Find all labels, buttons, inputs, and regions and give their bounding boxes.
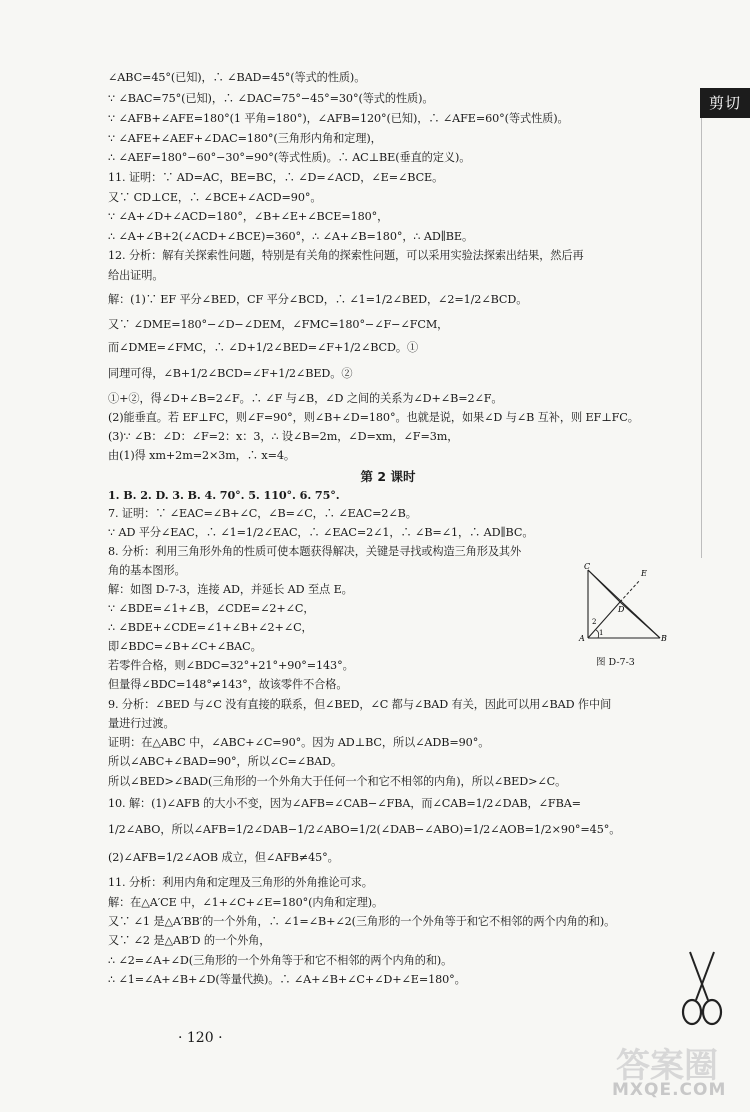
text-line: ①+②，得∠D+∠B=2∠F。∴ ∠F 与∠B，∠D 之间的关系为∠D+∠B=2∠F。: [108, 392, 503, 405]
text-line: 证明：在△ABC 中，∠ABC+∠C=90°。因为 AD⊥BC，所以∠ADB=90°。: [108, 736, 490, 749]
figure-caption: 图 D-7-3: [596, 657, 635, 668]
text-line: 给出证明。: [108, 269, 164, 282]
text-line: ∵ ∠BAC=75°(已知)，∴ ∠DAC=75°−45°=30°(等式的性质)。: [108, 92, 434, 105]
text-line: 所以∠ABC+∠BAD=90°，所以∠C=∠BAD。: [108, 755, 343, 768]
text-line: ∵ ∠BDE=∠1+∠B，∠CDE=∠2+∠C，: [108, 602, 315, 615]
text-line: 解：在△A′CE 中，∠1+∠C+∠E=180°(内角和定理)。: [108, 896, 384, 909]
answers-1-6: 1. B. 2. D. 3. B. 4. 70°. 5. 110°. 6. 75°.: [108, 488, 340, 502]
text-line: 同理可得，∠B+1/2∠BCD=∠F+1/2∠BED。②: [108, 367, 353, 380]
figure-label-d: D: [618, 605, 625, 614]
text-line: 解：(1)∵ EF 平分∠BED，CF 平分∠BCD，∴ ∠1=1/2∠BED，∠2=1/2∠BCD。: [108, 293, 528, 306]
text-line: 而∠DME=∠FMC，∴ ∠D+1/2∠BED=∠F+1/2∠BCD。①: [108, 341, 419, 354]
figure-line-db: [620, 602, 660, 638]
cut-tab: 剪切: [700, 88, 750, 118]
watermark-logo: 答案圈: [616, 1046, 718, 1086]
figure-label-b: B: [661, 634, 667, 643]
text-line: 量进行过渡。: [108, 717, 175, 730]
text-line: (3)∵ ∠B：∠D：∠F=2：x：3，∴ 设∠B=2m，∠D=xm，∠F=3m，: [108, 430, 459, 443]
figure-label-e: E: [641, 569, 647, 578]
text-line: (2)能垂直。若 EF⊥FC，则∠F=90°，则∠B+∠D=180°。也就是说，如果∠D 与∠B 互补，则 EF⊥FC。: [108, 411, 639, 424]
text-line: 角的基本图形。: [108, 564, 186, 577]
figure-label-c: C: [584, 562, 591, 571]
figure-line-cd: [588, 570, 620, 602]
problem-12-line: 12. 分析：解有关探索性问题，特别是有关角的探索性问题，可以采用实验法探索出结果，然后再: [108, 249, 584, 262]
problem-8-line: 8. 分析：利用三角形外角的性质可使本题获得解决，关键是寻找或构造三角形及其外: [108, 545, 522, 558]
figure-line-de: [620, 580, 640, 602]
text-line: ∴ ∠A+∠B+2(∠ACD+∠BCE)=360°，∴ ∠A+∠B=180°，∴ AD∥BE。: [108, 230, 474, 243]
text-line: ∴ ∠2=∠A+∠D(三角形的一个外角等于和它不相邻的两个内角的和)。: [108, 954, 453, 967]
problem-11-line: 11. 证明：∵ AD=AC，BE=BC，∴ ∠D=∠ACD，∠E=∠BCE。: [108, 171, 444, 184]
text-line: 但量得∠BDC=148°≠143°，故该零件不合格。: [108, 678, 348, 691]
text-line: ∵ ∠A+∠D+∠ACD=180°，∠B+∠E+∠BCE=180°，: [108, 210, 389, 223]
text-line: 解：如图 D-7-3，连接 AD，并延长 AD 至点 E。: [108, 583, 353, 596]
text-line: 1/2∠ABO，所以∠AFB=1/2∠DAB−1/2∠ABO=1/2(∠DAB−∠ABO)=1/2∠AOB=1/2×90°=45°。: [108, 823, 621, 836]
text-line: ∠ABC=45°(已知)，∴ ∠BAD=45°(等式的性质)。: [108, 71, 366, 84]
text-line: 又∵ ∠1 是△A′BB′的一个外角，∴ ∠1=∠B+∠2(三角形的一个外角等于和它不相邻的两个内角的和)。: [108, 915, 616, 928]
text-line: 又∵ CD⊥CE，∴ ∠BCE+∠ACD=90°。: [108, 191, 322, 204]
text-line: (2)∠AFB=1/2∠AOB 成立，但∠AFB≠45°。: [108, 851, 339, 864]
geometry-figure: [574, 562, 670, 668]
text-line: ∵ AD 平分∠EAC，∴ ∠1=1/2∠EAC，∴ ∠EAC=2∠1，∴ ∠B=∠1，∴ AD∥BC。: [108, 526, 534, 539]
text-line: ∴ ∠AEF=180°−60°−30°=90°(等式性质)。∴ AC⊥BE(垂直的定义)。: [108, 151, 471, 164]
text-line: 又∵ ∠2 是△AB′D 的一个外角，: [108, 934, 271, 947]
figure-label-2: 2: [592, 618, 597, 626]
text-line: ∴ ∠BDE+∠CDE=∠1+∠B+∠2+∠C，: [108, 621, 313, 634]
text-line: 所以∠BED>∠BAD(三角形的一个外角大于任何一个和它不相邻的内角)，所以∠BED>∠C。: [108, 775, 567, 788]
problem-9-line: 9. 分析：∠BED 与∠C 没有直接的联系，但∠BED，∠C 都与∠BAD 有关，因此可以用∠BAD 作中间: [108, 698, 612, 711]
section-title: 第 2 课时: [360, 469, 416, 484]
text-line: ∵ ∠AFE+∠AEF+∠DAC=180°(三角形内角和定理)，: [108, 132, 382, 145]
figure-label-1: 1: [599, 629, 604, 637]
page-number: · 120 ·: [178, 1030, 223, 1046]
text-line: 若零件合格，则∠BDC=32°+21°+90°=143°。: [108, 659, 354, 672]
text-line: 又∵ ∠DME=180°−∠D−∠DEM，∠FMC=180°−∠F−∠FCM，: [108, 318, 449, 331]
problem-7-line: 7. 证明：∵ ∠EAC=∠B+∠C，∠B=∠C，∴ ∠EAC=2∠B。: [108, 507, 417, 520]
figure-label-a: A: [579, 634, 585, 643]
text-line: 由(1)得 xm+2m=2×3m，∴ x=4。: [108, 449, 296, 462]
problem-11b-line: 11. 分析：利用内角和定理及三角形的外角推论可求。: [108, 876, 373, 889]
scissors-icon: [672, 950, 732, 1030]
tab-rule-line: [701, 118, 702, 558]
text-line: ∵ ∠AFB+∠AFE=180°(1 平角=180°)，∠AFB=120°(已知)，∴ ∠AFE=60°(等式性质)。: [108, 112, 569, 125]
text-line: 即∠BDC=∠B+∠C+∠BAC。: [108, 640, 262, 653]
problem-10-line: 10. 解：(1)∠AFB 的大小不变，因为∠AFB=∠CAB−∠FBA，而∠CAB=1/2∠DAB，∠FBA=: [108, 797, 581, 810]
text-line: ∴ ∠1=∠A+∠B+∠D(等量代换)。∴ ∠A+∠B+∠C+∠D+∠E=180°。: [108, 973, 466, 986]
watermark-url: MXQE.COM: [612, 1080, 727, 1100]
